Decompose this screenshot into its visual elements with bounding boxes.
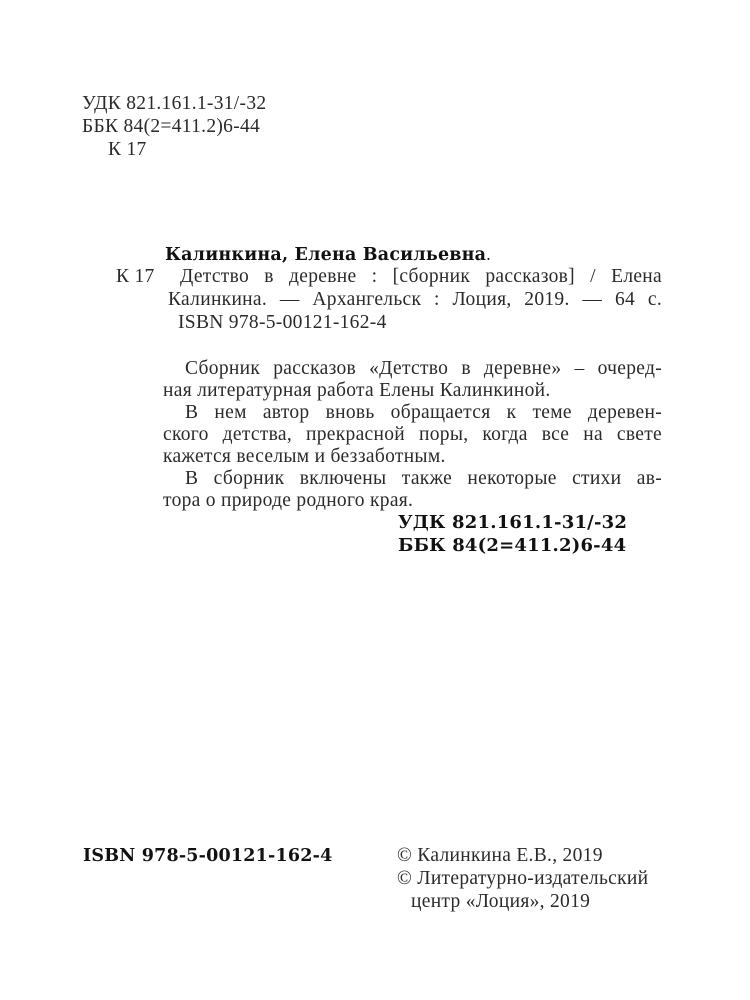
bbk-code-top: ББК 84(2=411.2)6-44 [82, 116, 261, 137]
author-name: Калинкина, Елена Васильевна [165, 245, 487, 265]
bibliographic-author-mark: К 17 [116, 266, 155, 287]
annotation-line: кажется веселым и беззаботным. [163, 446, 446, 467]
annotation-line: тора о природе родного края. [163, 490, 414, 511]
author-mark-top: К 17 [108, 139, 147, 160]
annotation-line: ского детства, прекрасной поры, когда все на свете [163, 424, 662, 445]
copyright-publisher-continued: центр «Лоция», 2019 [411, 891, 591, 912]
isbn-footer: ISBN 978-5-00121-162-4 [83, 846, 333, 866]
bbk-code-bold: ББК 84(2=411.2)6-44 [398, 535, 627, 556]
annotation-line: В нем автор вновь обращается к теме деревен- [185, 402, 662, 423]
annotation-line: ная литературная работа Елены Калинкиной. [163, 380, 551, 401]
annotation-line: В сборник включены также некоторые стихи ав- [185, 468, 662, 489]
author-terminator: . [486, 244, 491, 264]
bibliographic-isbn: ISBN 978-5-00121-162-4 [178, 312, 387, 333]
bibliographic-title-line: Детство в деревне : [сборник рассказов] / Елена [180, 266, 662, 287]
udk-code-bold: УДК 821.161.1-31/-32 [398, 512, 628, 533]
copyright-author: © Калинкина Е.В., 2019 [397, 845, 603, 866]
copyright-publisher: © Литературно-издательский [397, 868, 649, 889]
udk-code-top: УДК 821.161.1-31/-32 [82, 93, 267, 114]
bibliographic-imprint-line: Калинкина. — Архангельск : Лоция, 2019. — 64 с. [168, 289, 662, 310]
annotation-line: Сборник рассказов «Детство в деревне» – очеред- [185, 358, 662, 379]
bibliographic-author [165, 243, 491, 266]
